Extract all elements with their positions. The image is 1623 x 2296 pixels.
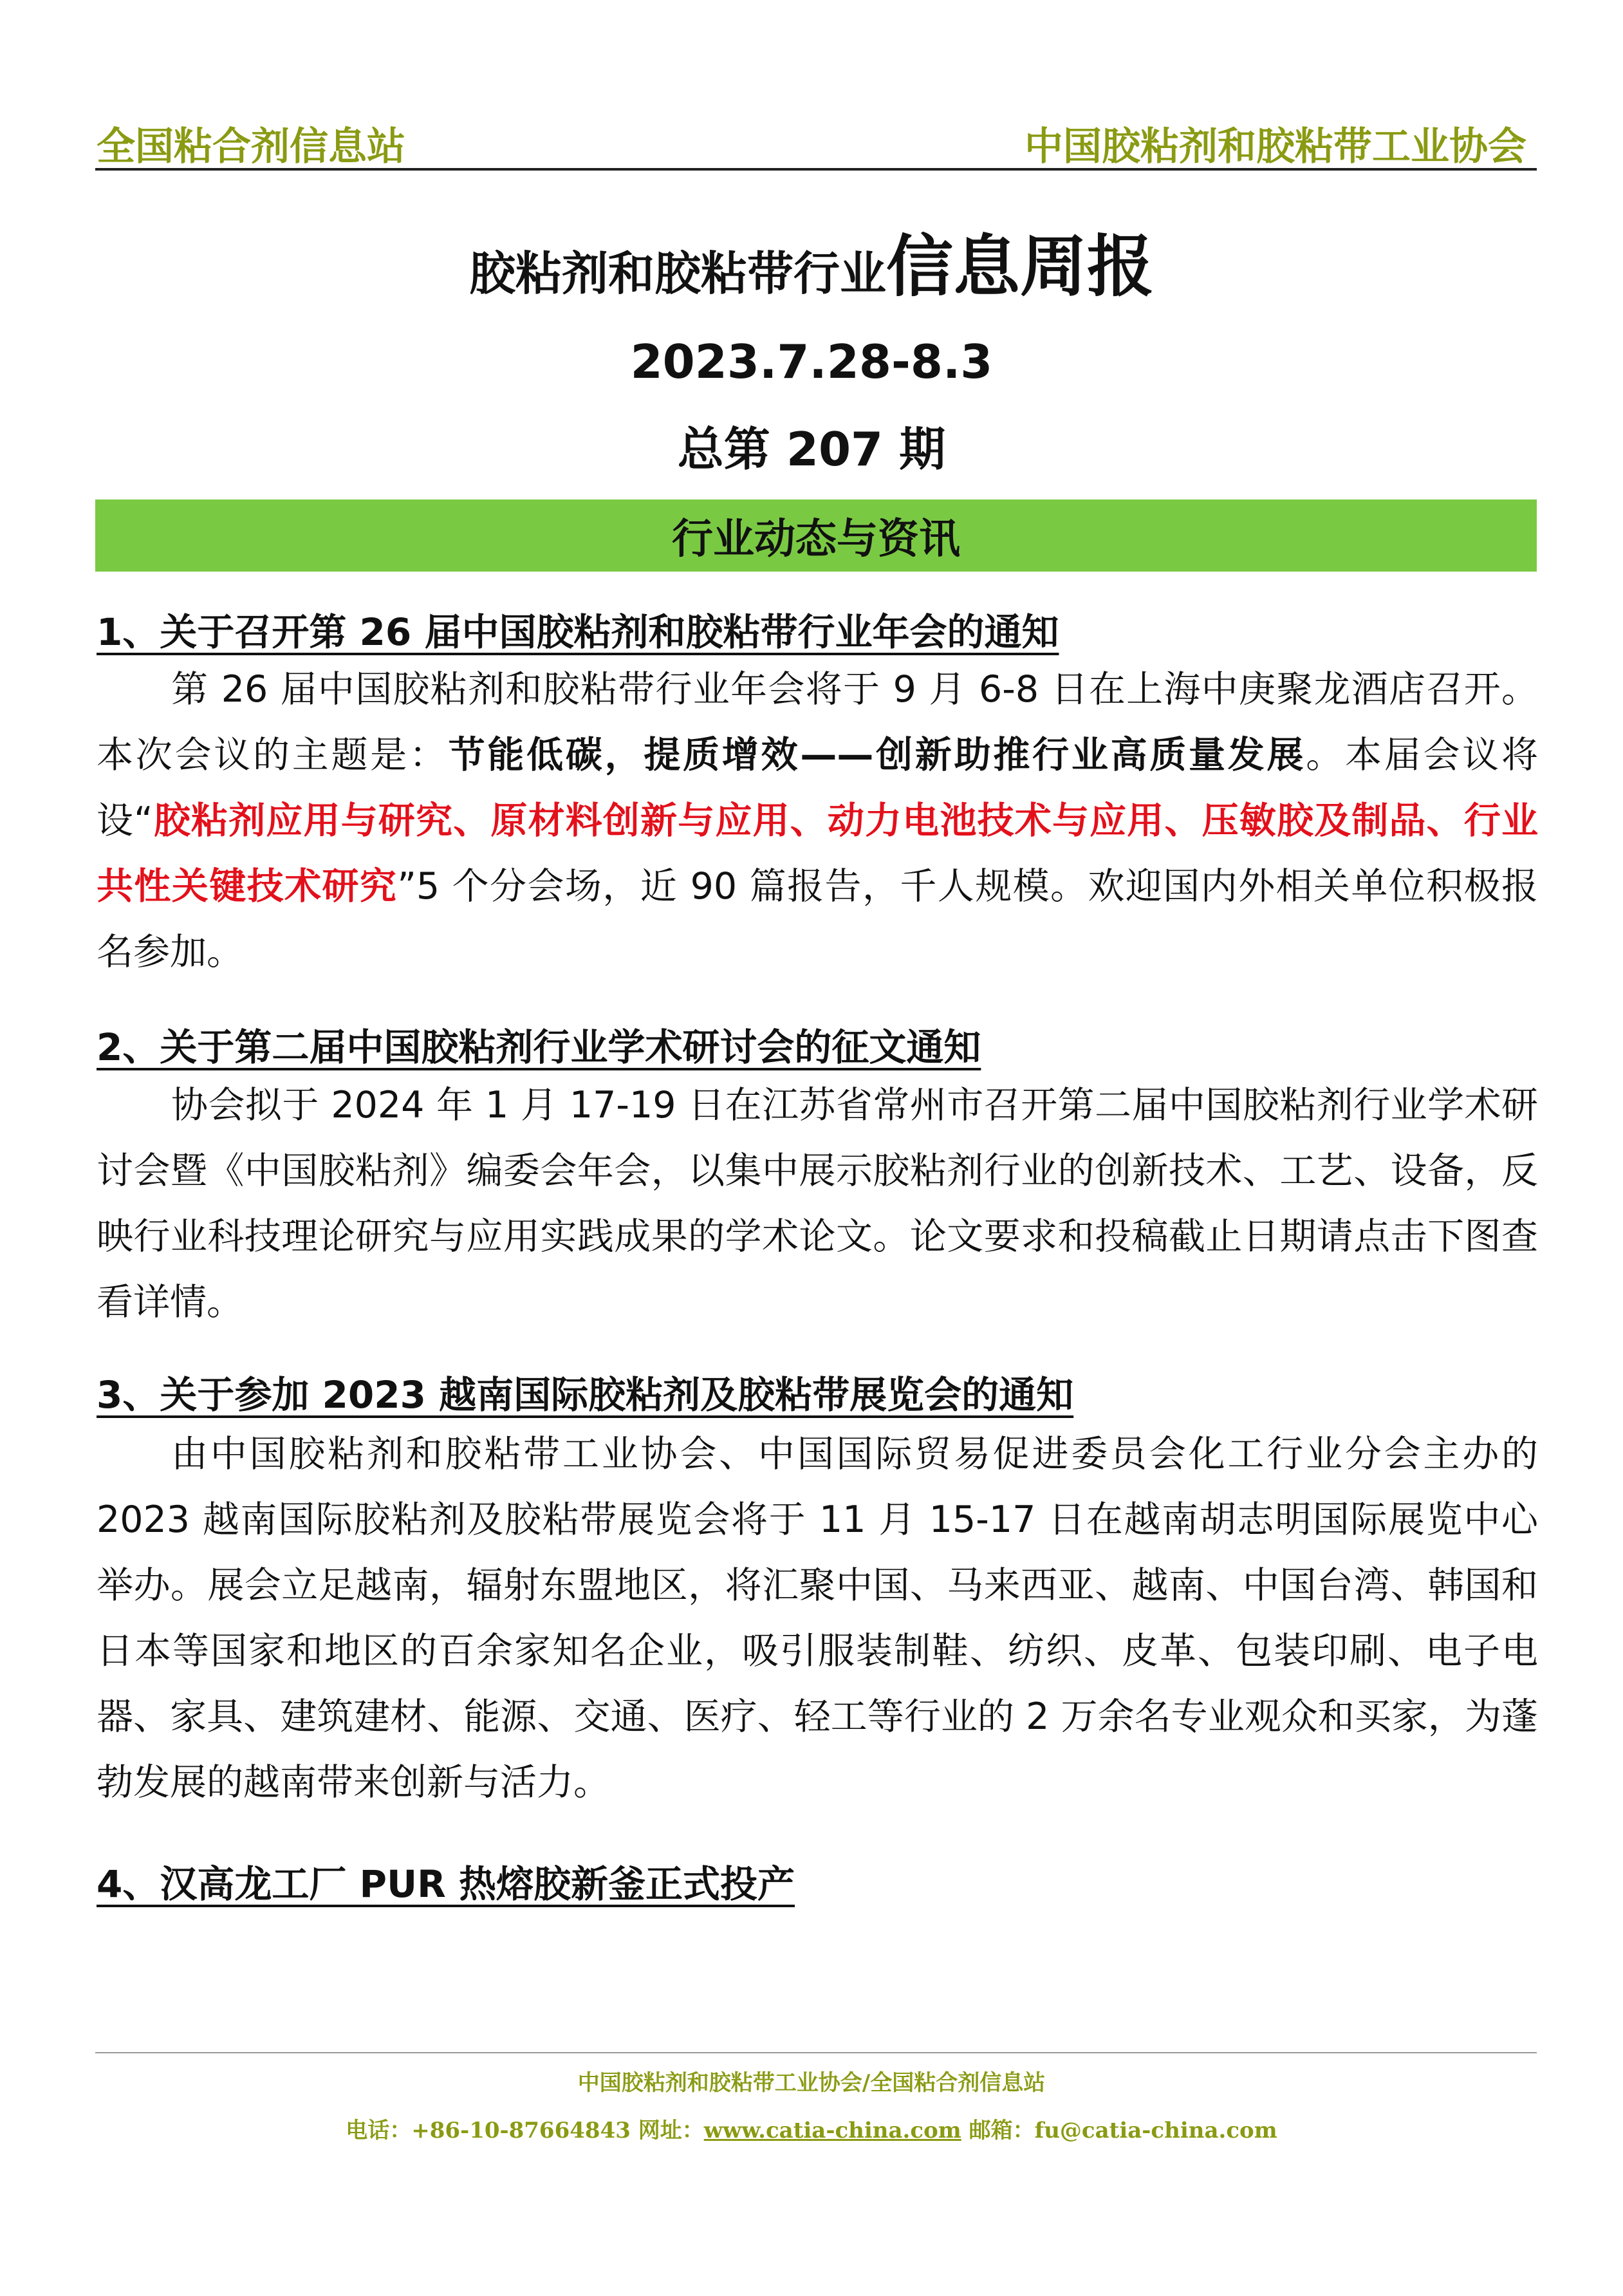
article-1-body — [97, 657, 1538, 985]
header-association-name: 中国胶粘剂和胶粘带工业协会 — [1025, 124, 1526, 169]
article-1-title[interactable]: 1、关于召开第 26 届中国胶粘剂和胶粘带行业年会的通知 — [97, 610, 1059, 654]
website-label: 网址： — [630, 2118, 704, 2143]
article-3-title[interactable]: 3、关于参加 2023 越南国际胶粘剂及胶粘带展览会的通知 — [97, 1373, 1074, 1417]
article-1-theme: 节能低碳，提质增效——创新助推行业高质量发展 — [448, 734, 1306, 776]
article-4-title[interactable]: 4、汉高龙工厂 PUR 热熔胶新釜正式投产 — [97, 1862, 795, 1906]
title-weekly-report: 信息周报 — [886, 227, 1155, 306]
article-1-text-a: 第 26 届中国胶粘剂和胶粘带行业年会将于 9 月 6-8 日在上海中庚聚龙酒店召开。本次会议的主题是： — [97, 668, 1538, 776]
email-label: 邮箱： — [961, 2118, 1035, 2143]
section-header-bar — [95, 499, 1537, 572]
article-2-body: 协会拟于 2024 年 1 月 17-19 日在江苏省常州市召开第二届中国胶粘剂行业学术研讨会暨《中国胶粘剂》编委会年会，以集中展示胶粘剂行业的创新技术、工艺、设备，反映行业科技理论研究与应用实践成果的学术论文。论文要求和投稿截止日期请点击下图查看详情。 — [97, 1084, 1538, 1323]
header-divider — [95, 168, 1537, 171]
header-site-name: 全国粘合剂信息站 — [97, 124, 405, 169]
phone-label: 电话： — [346, 2118, 412, 2143]
website-link[interactable]: www.catia-china.com — [703, 2118, 961, 2143]
article-3-body: 由中国胶粘剂和胶粘带工业协会、中国国际贸易促进委员会化工行业分会主办的 2023 越南国际胶粘剂及胶粘带展览会将于 11 月 15-17 日在越南胡志明国际展览中心举办。展会立足越南，辐射东盟地区，将汇聚中国、马来西亚、越南、中国台湾、韩国和日本等国家和地区的百余家知名企业，吸引服装制鞋、纺织、皮革、包装印刷、电子电器、家具、建筑建材、能源、交通、医疗、轻工等行业的 2 万余名专业观众和买家，为蓬勃发展的越南带来创新与活力。 — [97, 1433, 1538, 1804]
article-1-text-c: ”5 个分会场，近 90 篇报告，千人规模。欢迎国内外相关单位积极报名参加。 — [97, 865, 1538, 973]
phone-number: +86-10-87664843 — [411, 2118, 631, 2143]
issue-number: 总第 207 期 — [677, 422, 946, 476]
footer-divider — [95, 2052, 1537, 2053]
footer-contact — [0, 2113, 1623, 2144]
date-range: 2023.7.28-8.3 — [630, 335, 993, 389]
title-industry: 胶粘剂和胶粘带行业 — [468, 247, 886, 301]
email-address[interactable]: fu@catia-china.com — [1034, 2118, 1277, 2143]
article-2-title[interactable]: 2、关于第二届中国胶粘剂行业学术研讨会的征文通知 — [97, 1025, 981, 1069]
article-1-sessions: 胶粘剂应用与研究、原材料创新与应用、动力电池技术与应用、压敏胶及制品、行业共性关键技术研究 — [97, 799, 1538, 908]
page-title — [0, 212, 1623, 309]
article-1-text-b: 。本届会议将设“ — [97, 734, 1539, 842]
footer-organization: 中国胶粘剂和胶粘带工业协会/全国粘合剂信息站 — [577, 2070, 1046, 2096]
section-title: 行业动态与资讯 — [672, 516, 960, 563]
